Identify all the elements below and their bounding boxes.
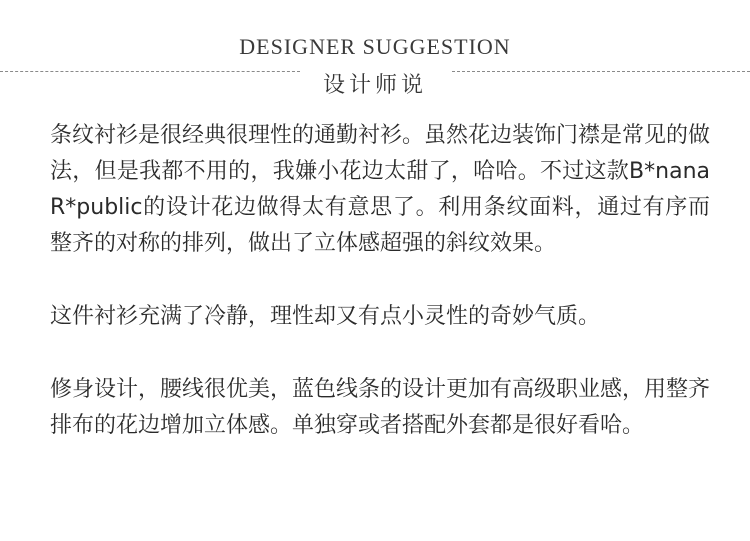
section-title-en: DESIGNER SUGGESTION [239, 34, 511, 59]
designer-notes [50, 118, 710, 481]
dashed-divider-right [452, 71, 750, 72]
paragraph-1: 条纹衬衫是很经典很理性的通勤衬衫。虽然花边装饰门襟是常见的做法，但是我都不用的，我嫌小花边太甜了，哈哈。不过这款B*nana R*public的设计花边做得太有意思了。利用条纹面料，通过有序而整齐的对称的排列，做出了立体感超强的斜纹效果。 [50, 123, 711, 256]
section-title-cn: 设计师说 [322, 73, 427, 98]
paragraph-3: 修身设计，腰线很优美，蓝色线条的设计更加有高级职业感，用整齐排布的花边增加立体感。单独穿或者搭配外套都是很好看哈。 [50, 377, 711, 438]
section-header [0, 0, 750, 100]
paragraph-2: 这件衬衫充满了冷静，理性却又有点小灵性的奇妙气质。 [50, 304, 601, 329]
